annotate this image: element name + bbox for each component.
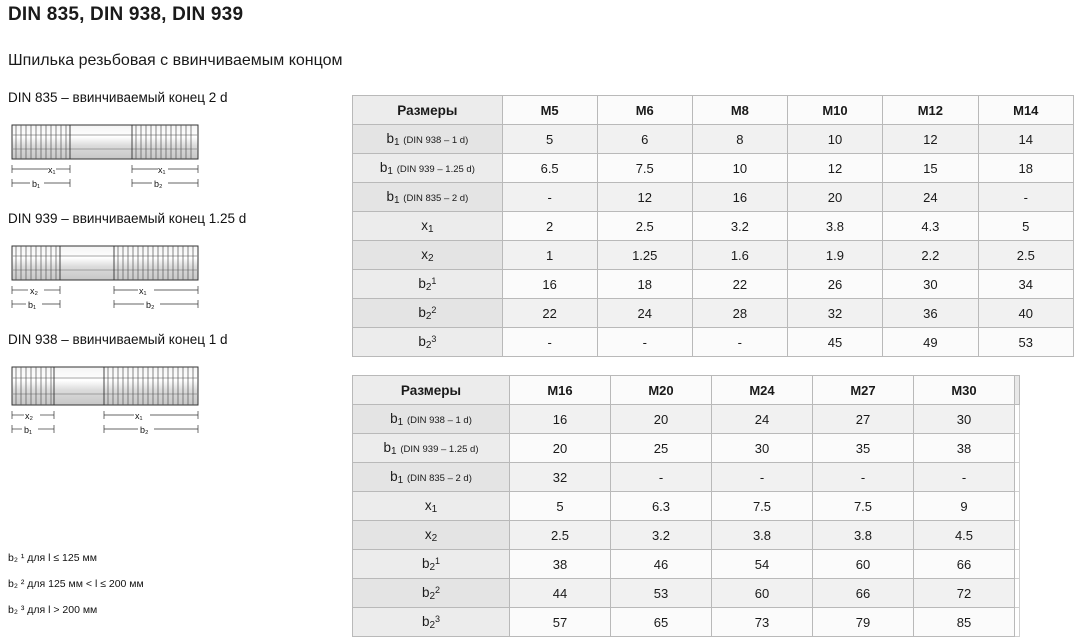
table-row: [353, 299, 1074, 328]
data-cell: -: [813, 463, 914, 492]
data-cell: 3.2: [611, 521, 712, 550]
data-cell: 2: [502, 212, 597, 241]
row-label: $b_1$ (DIN 939 – 1.25 d): [353, 154, 503, 183]
data-cell: 54: [712, 550, 813, 579]
table-row: [353, 579, 1020, 608]
data-cell: 12: [787, 154, 882, 183]
column-header-size: M20: [611, 376, 712, 405]
figure-caption: DIN 939 – ввинчиваемый конец 1.25 d: [8, 211, 247, 226]
footnote-1: b₂ ¹ для l ≤ 125 мм: [8, 552, 97, 564]
data-cell: 7.5: [813, 492, 914, 521]
data-cell: 4.3: [883, 212, 978, 241]
data-cell: 30: [712, 434, 813, 463]
svg-text:x₂: x₂: [30, 286, 38, 296]
column-header-size: M27: [813, 376, 914, 405]
svg-text:x₁: x₁: [135, 411, 143, 421]
data-cell: 3.8: [712, 521, 813, 550]
data-cell: 18: [597, 270, 692, 299]
data-cell: 1.9: [787, 241, 882, 270]
table-row: [353, 608, 1020, 637]
empty-cell: [1015, 492, 1020, 521]
data-cell: 2.5: [510, 521, 611, 550]
stud-drawing-938: [8, 355, 228, 447]
data-cell: 1.6: [692, 241, 787, 270]
figure-drawing-din835: [8, 113, 228, 205]
data-cell: 26: [787, 270, 882, 299]
data-cell: 14: [978, 125, 1073, 154]
data-cell: 24: [883, 183, 978, 212]
row-label: $x_1$: [353, 492, 510, 521]
data-cell: 6.3: [611, 492, 712, 521]
figure-din939: [8, 211, 338, 326]
footnote-2: b₂ ² для 125 мм < l ≤ 200 мм: [8, 578, 144, 591]
data-cell: 53: [611, 579, 712, 608]
data-cell: 2.5: [978, 241, 1073, 270]
table-row: [353, 328, 1074, 357]
data-cell: 40: [978, 299, 1073, 328]
table-row: [353, 241, 1074, 270]
svg-text:b₁: b₁: [24, 425, 33, 435]
data-cell: 20: [787, 183, 882, 212]
data-cell: 49: [883, 328, 978, 357]
data-cell: 16: [692, 183, 787, 212]
empty-cell: [1015, 405, 1020, 434]
data-cell: -: [692, 328, 787, 357]
data-cell: 3.2: [692, 212, 787, 241]
data-cell: -: [597, 328, 692, 357]
row-label: $x_2$: [353, 521, 510, 550]
empty-cell: [1015, 550, 1020, 579]
page-subtitle: Шпилька резьбовая с ввинчиваемым концом: [8, 52, 343, 69]
data-cell: 35: [813, 434, 914, 463]
data-cell: 5: [502, 125, 597, 154]
data-cell: -: [712, 463, 813, 492]
data-cell: 20: [611, 405, 712, 434]
figure-din835: [8, 90, 338, 205]
data-cell: -: [978, 183, 1073, 212]
table-row: [353, 154, 1074, 183]
data-cell: 7.5: [712, 492, 813, 521]
data-cell: 2.2: [883, 241, 978, 270]
column-header-size: M24: [712, 376, 813, 405]
row-label: $b_1$ (DIN 835 – 2 d): [353, 463, 510, 492]
dimensions-table-2: [352, 375, 1020, 637]
data-cell: 15: [883, 154, 978, 183]
column-header-label: Размеры: [353, 96, 503, 125]
column-header-size: M8: [692, 96, 787, 125]
data-cell: 32: [510, 463, 611, 492]
data-cell: 18: [978, 154, 1073, 183]
data-cell: 36: [883, 299, 978, 328]
page-title: DIN 835, DIN 938, DIN 939: [8, 4, 244, 25]
table-row: [353, 125, 1074, 154]
svg-text:x₁: x₁: [48, 165, 56, 175]
data-cell: 46: [611, 550, 712, 579]
data-cell: -: [611, 463, 712, 492]
row-label: $b_1$ (DIN 939 – 1.25 d): [353, 434, 510, 463]
svg-text:b₂: b₂: [146, 300, 155, 310]
figure-caption: DIN 938 – ввинчиваемый конец 1 d: [8, 332, 228, 347]
data-cell: 4.5: [914, 521, 1015, 550]
empty-cell: [1015, 521, 1020, 550]
data-cell: 28: [692, 299, 787, 328]
table-header-row: [353, 96, 1074, 125]
svg-text:b₂: b₂: [154, 179, 163, 189]
row-label: $b_1$ (DIN 835 – 2 d): [353, 183, 503, 212]
data-cell: 24: [597, 299, 692, 328]
row-label: $b_1$ (DIN 938 – 1 d): [353, 405, 510, 434]
row-label: $b_2^1$: [353, 270, 503, 299]
table-row: [353, 521, 1020, 550]
data-cell: 72: [914, 579, 1015, 608]
data-cell: 6.5: [502, 154, 597, 183]
data-cell: 5: [978, 212, 1073, 241]
data-cell: 16: [502, 270, 597, 299]
data-cell: 38: [914, 434, 1015, 463]
data-cell: 1: [502, 241, 597, 270]
data-cell: 65: [611, 608, 712, 637]
row-label: $x_1$: [353, 212, 503, 241]
svg-text:b₁: b₁: [32, 179, 41, 189]
data-cell: 3.8: [813, 521, 914, 550]
svg-text:x₁: x₁: [158, 165, 166, 175]
data-cell: -: [502, 183, 597, 212]
dimensions-table-1: [352, 95, 1074, 357]
data-cell: 22: [692, 270, 787, 299]
column-header-size: M16: [510, 376, 611, 405]
empty-cell: [1015, 579, 1020, 608]
table-header-row: [353, 376, 1020, 405]
column-header-size: M6: [597, 96, 692, 125]
row-label: $b_1$ (DIN 938 – 1 d): [353, 125, 503, 154]
data-cell: 8: [692, 125, 787, 154]
column-header-size: M12: [883, 96, 978, 125]
table-row: [353, 550, 1020, 579]
empty-cell: [1015, 434, 1020, 463]
data-cell: 2.5: [597, 212, 692, 241]
data-cell: 30: [883, 270, 978, 299]
row-label: $b_2^2$: [353, 299, 503, 328]
data-cell: 60: [712, 579, 813, 608]
data-cell: 24: [712, 405, 813, 434]
svg-text:x₂: x₂: [25, 411, 33, 421]
data-cell: 34: [978, 270, 1073, 299]
data-cell: 20: [510, 434, 611, 463]
data-cell: 22: [502, 299, 597, 328]
data-cell: 45: [787, 328, 882, 357]
figure-drawing-din938: [8, 355, 228, 447]
figure-drawing-din939: [8, 234, 228, 326]
data-cell: 9: [914, 492, 1015, 521]
data-cell: 1.25: [597, 241, 692, 270]
data-cell: 60: [813, 550, 914, 579]
data-cell: 66: [813, 579, 914, 608]
footnote-3: b₂ ³ для l > 200 мм: [8, 604, 98, 617]
data-cell: 12: [883, 125, 978, 154]
column-header-size: M14: [978, 96, 1073, 125]
table-row: [353, 183, 1074, 212]
data-cell: 7.5: [597, 154, 692, 183]
data-cell: 38: [510, 550, 611, 579]
stud-drawing-835: [8, 113, 228, 205]
data-cell: 27: [813, 405, 914, 434]
svg-text:b₁: b₁: [28, 300, 37, 310]
data-cell: 10: [692, 154, 787, 183]
data-cell: -: [502, 328, 597, 357]
column-header-size: [1015, 376, 1020, 405]
table-row: [353, 463, 1020, 492]
data-cell: 10: [787, 125, 882, 154]
table-row: [353, 212, 1074, 241]
data-cell: 44: [510, 579, 611, 608]
figure-caption: DIN 835 – ввинчиваемый конец 2 d: [8, 90, 228, 105]
data-cell: 3.8: [787, 212, 882, 241]
empty-cell: [1015, 608, 1020, 637]
data-cell: 57: [510, 608, 611, 637]
figures-column: [8, 90, 338, 453]
svg-text:x₁: x₁: [139, 286, 147, 296]
data-cell: 12: [597, 183, 692, 212]
data-cell: 25: [611, 434, 712, 463]
data-cell: 30: [914, 405, 1015, 434]
empty-cell: [1015, 463, 1020, 492]
data-cell: 79: [813, 608, 914, 637]
svg-text:b₂: b₂: [140, 425, 149, 435]
data-cell: 53: [978, 328, 1073, 357]
data-cell: 85: [914, 608, 1015, 637]
figure-din938: [8, 332, 338, 447]
data-cell: 16: [510, 405, 611, 434]
column-header-size: M30: [914, 376, 1015, 405]
data-cell: 32: [787, 299, 882, 328]
stud-drawing-939: [8, 234, 228, 326]
table-row: [353, 405, 1020, 434]
column-header-size: M5: [502, 96, 597, 125]
table-row: [353, 492, 1020, 521]
data-cell: 66: [914, 550, 1015, 579]
column-header-label: Размеры: [353, 376, 510, 405]
table-row: [353, 270, 1074, 299]
table-row: [353, 434, 1020, 463]
row-label: $b_2^3$: [353, 328, 503, 357]
footnotes: [8, 552, 144, 630]
row-label: $b_2^1$: [353, 550, 510, 579]
column-header-size: M10: [787, 96, 882, 125]
data-cell: 6: [597, 125, 692, 154]
data-cell: 5: [510, 492, 611, 521]
row-label: $b_2^3$: [353, 608, 510, 637]
data-cell: -: [914, 463, 1015, 492]
row-label: $b_2^2$: [353, 579, 510, 608]
row-label: $x_2$: [353, 241, 503, 270]
data-cell: 73: [712, 608, 813, 637]
